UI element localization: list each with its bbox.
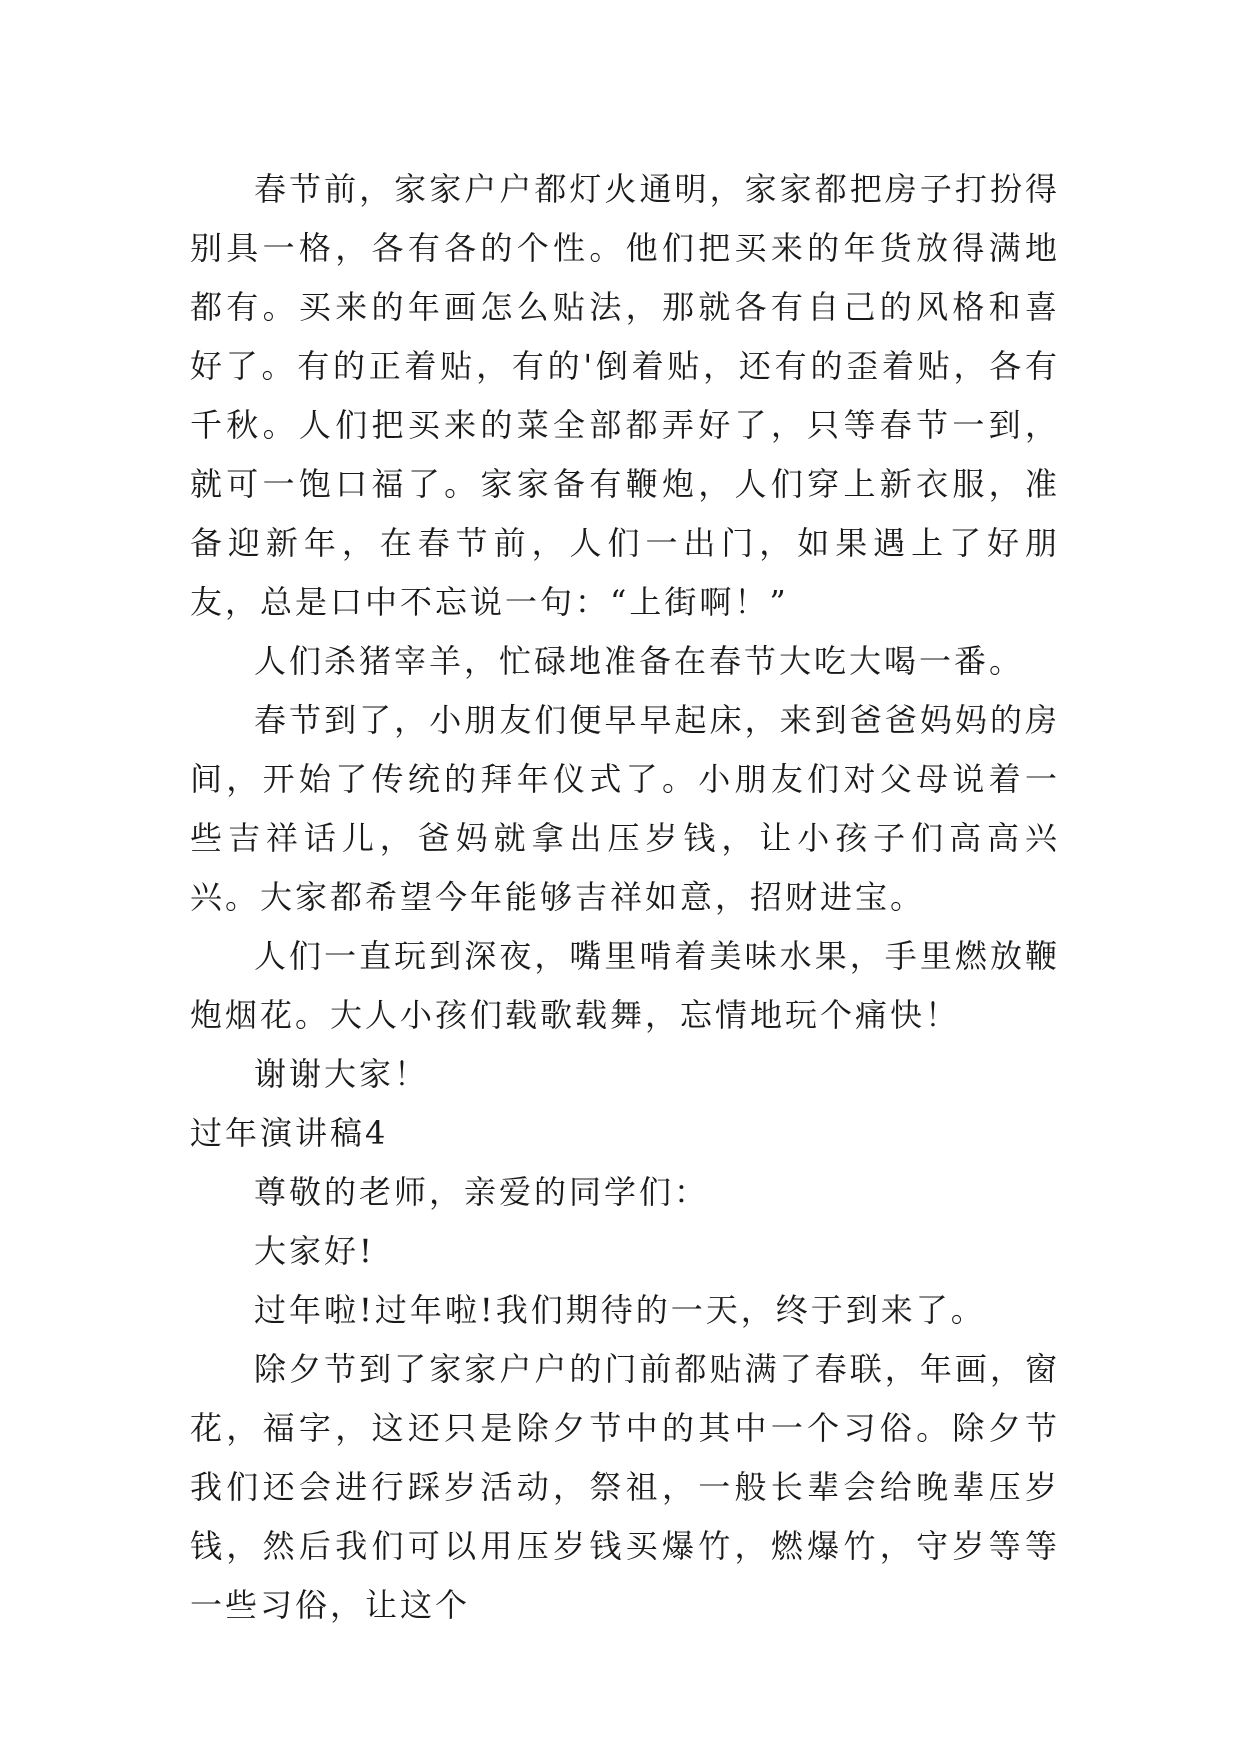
section-heading: 过年演讲稿4 bbox=[190, 1114, 389, 1152]
paragraph: 过年啦!过年啦!我们期待的一天，终于到来了。 bbox=[254, 1291, 986, 1329]
paragraph: 除夕节到了家家户户的门前都贴满了春联，年画，窗花，福字，这还只是除夕节中的其中一个习俗。除夕节我们还会进行踩岁活动，祭祖，一般长辈会给晚辈压岁钱，然后我们可以用压岁钱买爆竹，燃爆竹，守岁等等一些习俗，让这个 bbox=[190, 1350, 1060, 1624]
paragraph: 大家好! bbox=[254, 1232, 375, 1270]
paragraph: 人们一直玩到深夜，嘴里啃着美味水果，手里燃放鞭炮烟花。大人小孩们载歌载舞，忘情地玩个痛快！ bbox=[190, 937, 1060, 1034]
paragraph: 春节到了，小朋友们便早早起床，来到爸爸妈妈的房间，开始了传统的拜年仪式了。小朋友们对父母说着一些吉祥话儿，爸妈就拿出压岁钱，让小孩子们高高兴兴。大家都希望今年能够吉祥如意，招财进宝。 bbox=[190, 701, 1060, 916]
paragraph: 人们杀猪宰羊，忙碌地准备在春节大吃大喝一番。 bbox=[254, 642, 1025, 680]
paragraph: 春节前，家家户户都灯火通明，家家都把房子打扮得别具一格，各有各的个性。他们把买来的年货放得满地都有。买来的年画怎么贴法，那就各有自己的风格和喜好了。有的正着贴，有的'倒着贴，还有的歪着贴，各有千秋。人们把买来的菜全部都弄好了，只等春节一到，就可一饱口福了。家家备有鞭炮，人们穿上新衣服，准备迎新年，在春节前，人们一出门，如果遇上了好朋友，总是口中不忘说一句：“上街啊！” bbox=[190, 170, 1060, 621]
paragraph: 尊敬的老师，亲爱的同学们： bbox=[254, 1173, 710, 1211]
paragraph: 谢谢大家！ bbox=[254, 1055, 430, 1093]
document-body bbox=[190, 160, 1060, 1635]
